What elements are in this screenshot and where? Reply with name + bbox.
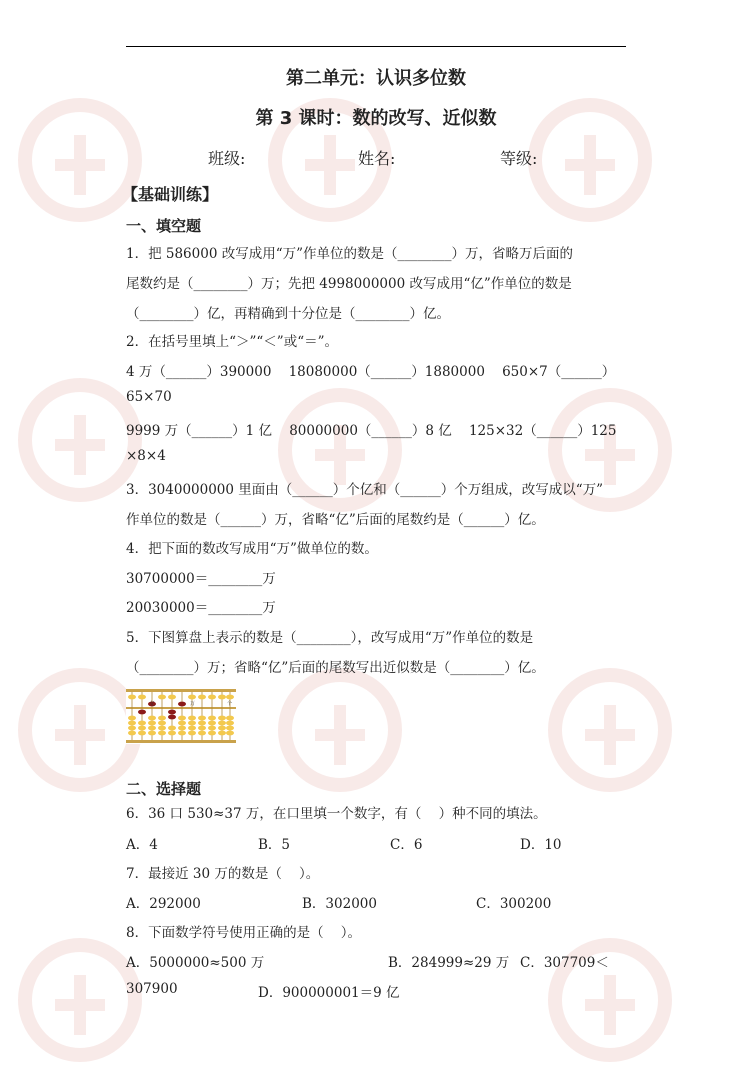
option-d: D．10 [520,837,562,853]
watermark-logo [540,660,680,800]
question-line: 5．下图算盘上表示的数是（________），改写成用“万”作单位的数是 [126,630,534,646]
question-line: 65×70 [126,389,172,405]
question-line: （________）亿，再精确到十分位是（________）亿。 [126,306,450,322]
option-c: C．6 [390,837,423,853]
question-line: 20030000＝________万 [126,600,276,616]
abacus-label-yi: 亿 [150,701,156,707]
question-line: 30700000＝________万 [126,571,276,587]
section-basic-training: 【基础训练】 [122,185,219,204]
question-line: （________）万；省略“亿”后面的尾数写出近似数是（________）亿。 [126,660,545,676]
question-line: 2．在括号里填上“＞”“＜”或“＝”。 [126,334,338,350]
header-rule [126,46,626,47]
grade-label: 等级: [500,149,538,168]
question-line: 4．把下面的数改写成用“万”做单位的数。 [126,541,378,557]
option-b: B．302000 [302,896,377,912]
abacus-top-frame [126,689,236,692]
question-line: 6．36 口 530≈37 万，在口里填一个数字，有（ ）种不同的填法。 [126,806,547,822]
option-c: C．307709＜ [520,955,609,971]
section-multiple-choice: 二、选择题 [126,780,202,798]
section-fill-blanks: 一、填空题 [126,217,202,235]
name-label: 姓名: [358,149,396,168]
question-line: 尾数约是（________）万；先把 4998000000 改写成用“亿”作单位的数是 [126,276,572,292]
question-line: 4 万（______）390000 18080000（______）1880000 650×7（______） [126,364,616,380]
question-line: 3．3040000000 里面由（______）个亿和（______）个万组成，改写成以“万” [126,482,604,498]
unit-title: 第二单元：认识多位数 [286,68,466,89]
option-a: A．292000 [126,896,201,912]
option-d: D．900000001＝9 亿 [258,985,400,1001]
option-c-continued: 307900 [126,981,178,997]
watermark-logo [270,660,410,800]
abacus-label-ge: 个 [227,701,233,707]
option-b: B．284999≈29 万 [388,955,510,971]
option-c: C．300200 [476,896,552,912]
abacus-label-wan: 万 [190,701,196,707]
watermark-logo [270,380,410,520]
class-label: 班级: [208,149,246,168]
abacus-image [126,688,236,744]
question-line: 8．下面数学符号使用正确的是（ ）。 [126,925,362,941]
watermark-logo [540,380,680,520]
option-b: B．5 [258,837,291,853]
option-a: A．5000000≈500 万 [126,955,265,971]
question-line: 1．把 586000 改写成用“万”作单位的数是（________）万，省略万后面的 [126,246,574,262]
question-line: ×8×4 [126,448,166,464]
abacus-bottom-frame [126,740,236,743]
lesson-title: 第 3 课时：数的改写、近似数 [255,108,497,129]
question-line: 作单位的数是（______）万，省略“亿”后面的尾数约是（______）亿。 [126,512,545,528]
question-line: 7．最接近 30 万的数是（ ）。 [126,866,320,882]
question-line: 9999 万（______）1 亿 80000000（______）8 亿 125×32（______）125 [126,423,617,439]
abacus-beam [126,707,236,709]
option-a: A．4 [126,837,158,853]
